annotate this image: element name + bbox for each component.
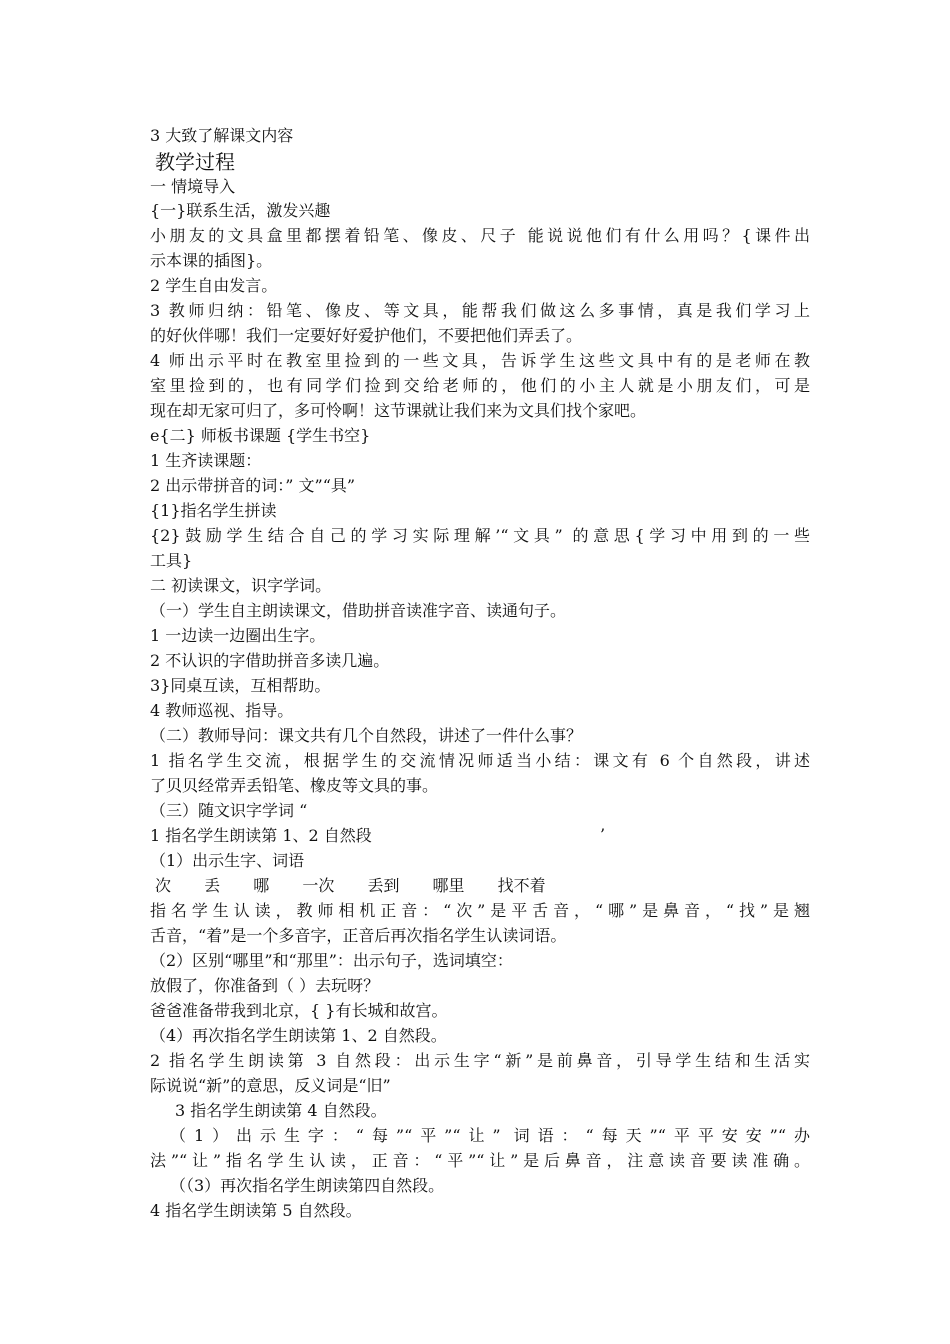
text-line: 际说说“新”的意思，反义词是“旧” bbox=[150, 1076, 391, 1095]
text-line: 4 师出示平时在教室里捡到的一些文具，告诉学生这些文具中有的是老师在教 bbox=[150, 351, 810, 370]
text-line: {一}联系生活，激发兴趣 bbox=[150, 201, 331, 220]
word-item: 次 bbox=[155, 876, 172, 895]
text-line: 3 指名学生朗读第 4 自然段。 bbox=[175, 1101, 387, 1120]
text-line: {2}鼓励学生结合自己的学习实际理解’“文具” 的意思{学习中用到的一些 bbox=[150, 526, 810, 545]
text-line: （4）再次指名学生朗读第 1、2 自然段。 bbox=[150, 1026, 447, 1045]
text-line: 2 出示带拼音的词：” 文”“具” bbox=[150, 476, 356, 495]
text-line: e{二} 师板书课题 {学生书空} bbox=[150, 426, 371, 445]
subsection-heading: 一 情境导入 bbox=[150, 177, 236, 196]
text-line: 4 教师巡视、指导。 bbox=[150, 701, 294, 720]
text-line: 的好伙伴哪！我们一定要好好爱护他们，不要把他们弄丢了。 bbox=[150, 326, 583, 345]
text-line: 3 教师归纳：铅笔、像皮、等文具，能帮我们做这么多事情，真是我们学习上 bbox=[150, 301, 810, 320]
word-item: 找不着 bbox=[497, 876, 546, 895]
text-line: 2 指名学生朗读第 3 自然段：出示生字“新”是前鼻音，引导学生结和生活实 bbox=[150, 1051, 810, 1070]
text-line: 3}同桌互读，互相帮助。 bbox=[150, 676, 331, 695]
text-line: 了贝贝经常弄丢铅笔、橡皮等文具的事。 bbox=[150, 776, 439, 795]
word-item: 哪里 bbox=[432, 876, 465, 895]
text-line: 室里捡到的，也有同学们捡到交给老师的，他们的小主人就是小朋友们，可是 bbox=[150, 376, 810, 395]
text-line: （1）出示生字、词语 bbox=[150, 851, 305, 870]
word-list bbox=[155, 874, 815, 898]
word-item: 丢到 bbox=[367, 876, 400, 895]
text-line: 工具} bbox=[150, 551, 193, 570]
word-item: 哪 bbox=[253, 876, 270, 895]
subsection-heading: 二 初读课文，识字学词。 bbox=[150, 576, 332, 595]
text-line: 2 学生自由发言。 bbox=[150, 276, 278, 295]
text-line: 4 指名学生朗读第 5 自然段。 bbox=[150, 1201, 362, 1220]
text-line: 放假了，你准备到（ ）去玩呀？ bbox=[150, 976, 380, 995]
stray-mark: ’ bbox=[600, 825, 606, 844]
text-line: （三）随文识字学词 “ bbox=[150, 801, 308, 820]
text-line: {1}指名学生拼读 bbox=[150, 501, 277, 520]
text-line: 指名学生认读，教师相机正音：“次”是平舌音，“哪”是鼻音，“找”是翘 bbox=[150, 901, 810, 920]
text-line: 3 大致了解课文内容 bbox=[150, 126, 294, 145]
text-line: 1 指名学生朗读第 1、2 自然段 bbox=[150, 826, 372, 845]
text-line: 1 生齐读课题： bbox=[150, 451, 262, 470]
text-line: 舌音，“着”是一个多音字，正音后再次指名学生认读词语。 bbox=[150, 926, 567, 945]
word-item: 一次 bbox=[302, 876, 335, 895]
text-line: 1 指名学生交流，根据学生的交流情况师适当小结：课文有 6 个自然段，讲述 bbox=[150, 751, 810, 770]
text-line: 现在却无家可归了，多可怜啊！这节课就让我们来为文具们找个家吧。 bbox=[150, 401, 647, 420]
word-item: 丢 bbox=[204, 876, 221, 895]
text-line: 爸爸准备带我到北京，{ }有长城和故宫。 bbox=[150, 1001, 448, 1020]
text-line: 小朋友的文具盒里都摆着铅笔、像皮、尺子 能说说他们有什么用吗？{课件出 bbox=[150, 226, 810, 245]
text-line: （（3）再次指名学生朗读第四自然段。 bbox=[170, 1176, 445, 1195]
text-line: （1）出示生字：“每”“平”“让” 词语：“每天”“平平安安”“办 bbox=[170, 1126, 810, 1145]
text-line: （一）学生自主朗读课文，借助拼音读准字音、读通句子。 bbox=[150, 601, 567, 620]
text-line: （二）教师导问：课文共有几个自然段，讲述了一件什么事？ bbox=[150, 726, 583, 745]
text-line: （2）区别“哪里”和“那里”：出示句子，选词填空： bbox=[150, 951, 513, 970]
text-line: 1 一边读一边圈出生字。 bbox=[150, 626, 326, 645]
section-heading: 教学过程 bbox=[155, 150, 235, 174]
text-line: 示本课的插图}。 bbox=[150, 251, 273, 270]
text-line: 2 不认识的字借助拼音多读几遍。 bbox=[150, 651, 390, 670]
text-line: 法”“让”指名学生认读，正音：“平”“让”是后鼻音，注意读音要读准确。 bbox=[150, 1151, 810, 1170]
